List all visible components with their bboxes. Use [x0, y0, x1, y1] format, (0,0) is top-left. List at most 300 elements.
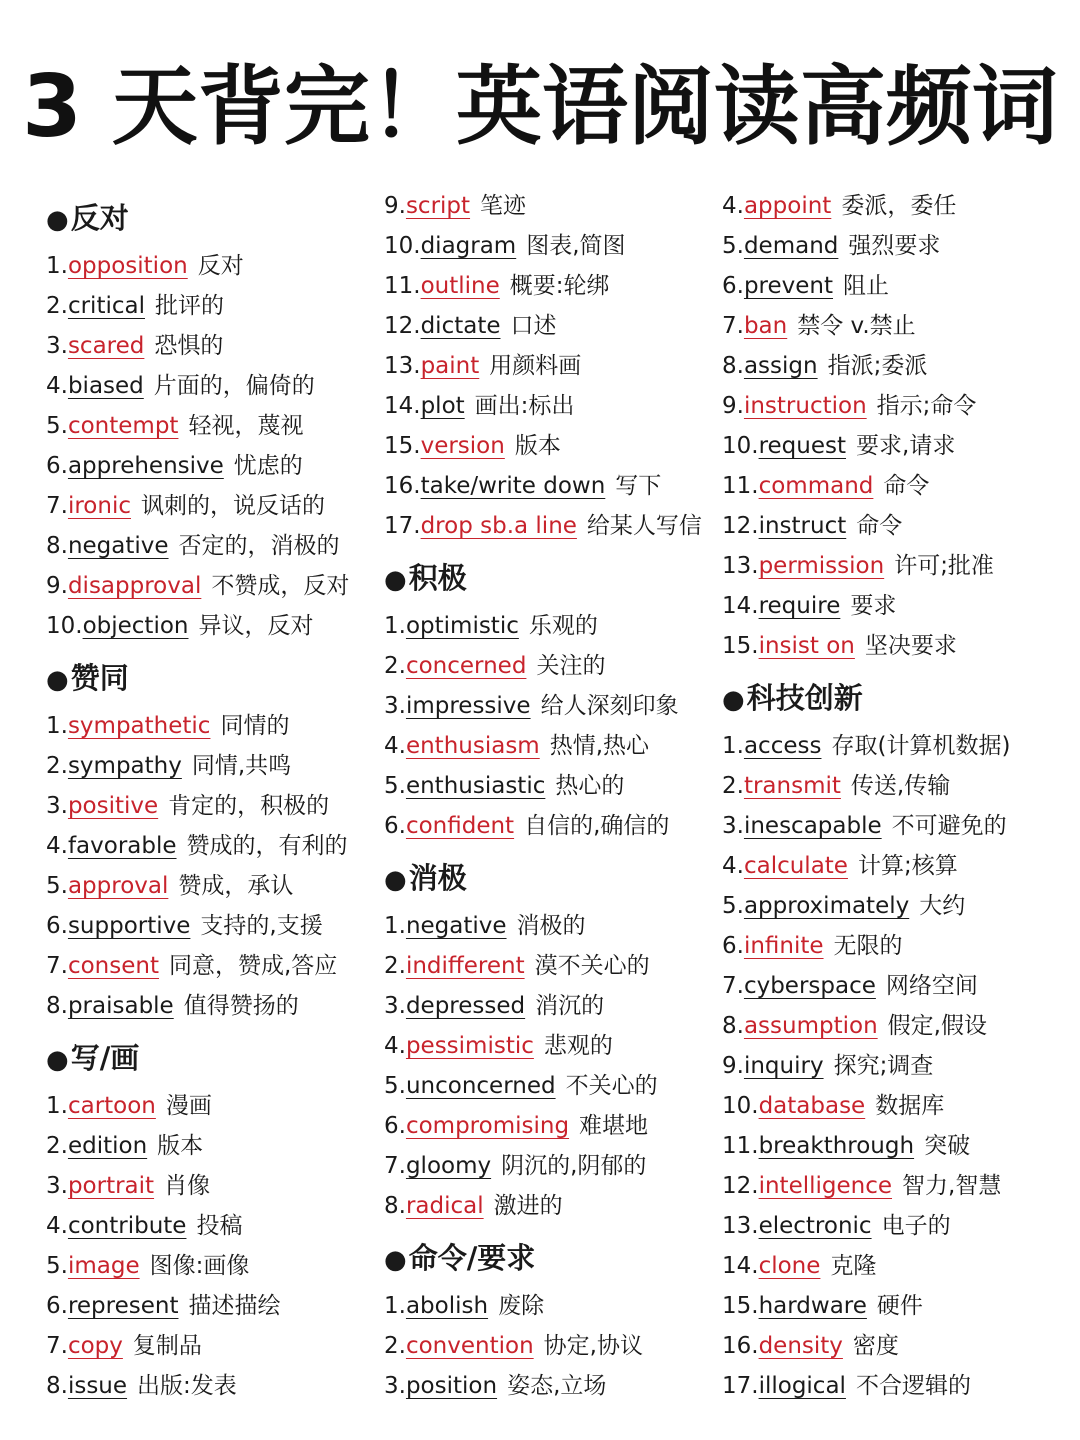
entry-number: 1. [46, 253, 68, 279]
english-word: copy [67, 1333, 123, 1359]
english-word: objection [82, 613, 189, 639]
entry-number: 10. [384, 233, 421, 259]
chinese-meaning: 要求 [850, 593, 897, 619]
vocab-entry [722, 266, 1052, 306]
chinese-meaning: 热心的 [555, 773, 625, 799]
entry-number: 1. [384, 1293, 406, 1319]
vocab-entry [46, 746, 366, 786]
section-heading [46, 646, 366, 706]
page-title: 3 天背完！英语阅读高频词 [22, 57, 1058, 157]
chinese-meaning: 异议，反对 [198, 613, 314, 639]
english-word: plot [420, 393, 465, 419]
vocab-entry [722, 806, 1052, 846]
entry-number: 1. [384, 913, 406, 939]
vocab-entry [46, 826, 366, 866]
entry-number: 1. [384, 613, 406, 639]
vocab-entry [46, 1086, 366, 1126]
english-word: negative [67, 533, 169, 559]
entry-number: 7. [722, 973, 744, 999]
chinese-meaning: 姿态,立场 [507, 1373, 607, 1399]
english-word: compromising [405, 1113, 570, 1139]
english-word: supportive [67, 913, 191, 939]
chinese-meaning: 出版:发表 [137, 1373, 237, 1399]
vocab-entry [46, 486, 366, 526]
chinese-meaning: 肖像 [164, 1173, 211, 1199]
vocab-entry [384, 466, 714, 506]
chinese-meaning: 假定,假设 [887, 1013, 987, 1039]
chinese-meaning: 不关心的 [565, 1073, 658, 1099]
entry-number: 7. [384, 1153, 406, 1179]
chinese-meaning: 禁令 v.禁止 [797, 313, 916, 339]
entry-number: 13. [722, 1213, 759, 1239]
bullet-dot-icon: ● [46, 1045, 69, 1075]
vocab-entry [722, 966, 1052, 1006]
english-word: cyberspace [743, 973, 876, 999]
entry-number: 11. [722, 473, 759, 499]
entry-number: 8. [722, 353, 744, 379]
english-word: approval [67, 873, 169, 899]
english-word: insist on [758, 633, 855, 659]
vocab-entry [46, 406, 366, 446]
english-word: hardware [758, 1293, 867, 1319]
vocab-entry [46, 566, 366, 606]
vocab-entry [722, 186, 1052, 226]
chinese-meaning: 许可;批准 [894, 553, 994, 579]
entry-number: 7. [46, 1333, 68, 1359]
entry-number: 9. [722, 393, 744, 419]
chinese-meaning: 值得赞扬的 [183, 993, 299, 1019]
chinese-meaning: 关注的 [536, 653, 606, 679]
section-heading-text: 写/画 [70, 1041, 140, 1075]
bullet-dot-icon: ● [384, 565, 407, 595]
chinese-meaning: 探究;调查 [833, 1053, 934, 1079]
entry-number: 12. [722, 1173, 759, 1199]
english-word: indifferent [405, 953, 525, 979]
entry-number: 10. [722, 1093, 759, 1119]
english-word: demand [743, 233, 839, 259]
english-word: optimistic [405, 613, 519, 639]
vocab-entry [46, 1126, 366, 1166]
chinese-meaning: 传送,传输 [850, 773, 951, 799]
vocab-entry [722, 886, 1052, 926]
chinese-meaning: 大约 [919, 893, 966, 919]
entry-number: 6. [722, 933, 744, 959]
english-word: require [758, 593, 841, 619]
entry-number: 15. [722, 1293, 759, 1319]
vocab-entry [46, 1166, 366, 1206]
entry-number: 3. [384, 993, 406, 1019]
chinese-meaning: 废除 [498, 1293, 545, 1319]
entry-number: 4. [46, 373, 68, 399]
bullet-dot-icon: ● [46, 665, 69, 695]
vocab-entry [384, 606, 714, 646]
chinese-meaning: 给人深刻印象 [540, 693, 679, 719]
vocab-entry [384, 226, 714, 266]
section-heading [46, 1026, 366, 1086]
english-word: breakthrough [758, 1133, 915, 1159]
chinese-meaning: 数据库 [875, 1093, 945, 1119]
chinese-meaning: 密度 [852, 1333, 899, 1359]
vocab-entry [384, 646, 714, 686]
chinese-meaning: 版本 [514, 433, 561, 459]
vocab-entry [384, 1106, 714, 1146]
chinese-meaning: 消极的 [516, 913, 586, 939]
english-word: confident [405, 813, 515, 839]
chinese-meaning: 激进的 [493, 1193, 563, 1219]
vocab-entry [722, 626, 1052, 666]
section-heading [384, 546, 714, 606]
english-word: instruction [743, 393, 867, 419]
chinese-meaning: 赞成的，有利的 [186, 833, 348, 859]
vocab-entry [722, 766, 1052, 806]
entry-number: 8. [46, 993, 68, 1019]
english-word: sympathy [67, 753, 182, 779]
vocab-entry [384, 766, 714, 806]
vocab-entry [722, 1366, 1052, 1406]
chinese-meaning: 悲观的 [543, 1033, 613, 1059]
entry-number: 7. [722, 313, 744, 339]
vocab-entry [384, 1326, 714, 1366]
vocab-entry [46, 366, 366, 406]
entry-number: 3. [46, 1173, 68, 1199]
entry-number: 3. [722, 813, 744, 839]
english-word: represent [67, 1293, 179, 1319]
chinese-meaning: 否定的，消极的 [178, 533, 340, 559]
vocab-entry [46, 706, 366, 746]
entry-number: 8. [722, 1013, 744, 1039]
chinese-meaning: 热情,热心 [549, 733, 650, 759]
entry-number: 11. [722, 1133, 759, 1159]
word-column-3 [722, 186, 1052, 1406]
vocab-entry [722, 226, 1052, 266]
chinese-meaning: 反对 [197, 253, 244, 279]
word-column-1 [46, 186, 366, 1406]
entry-number: 2. [46, 753, 68, 779]
vocab-entry [46, 786, 366, 826]
vocab-entry [722, 1166, 1052, 1206]
vocab-entry [384, 1366, 714, 1406]
vocab-entry [722, 1286, 1052, 1326]
entry-number: 2. [46, 293, 68, 319]
english-word: sympathetic [67, 713, 211, 739]
vocab-entry [384, 186, 714, 226]
chinese-meaning: 无限的 [833, 933, 903, 959]
entry-number: 5. [384, 1073, 406, 1099]
english-word: depressed [405, 993, 526, 1019]
entry-number: 1. [46, 713, 68, 739]
english-word: unconcerned [405, 1073, 556, 1099]
vocab-entry [722, 586, 1052, 626]
chinese-meaning: 智力,智慧 [902, 1173, 1002, 1199]
entry-number: 5. [722, 893, 744, 919]
vocab-entry [46, 986, 366, 1026]
entry-number: 3. [46, 333, 68, 359]
section-heading-text: 积极 [408, 561, 467, 595]
vocab-entry [46, 526, 366, 566]
vocab-entry [46, 946, 366, 986]
chinese-meaning: 复制品 [132, 1333, 202, 1359]
chinese-meaning: 电子的 [881, 1213, 951, 1239]
vocab-entry [722, 306, 1052, 346]
chinese-meaning: 命令 [883, 473, 930, 499]
chinese-meaning: 存取(计算机数据) [831, 733, 1011, 759]
english-word: contribute [67, 1213, 187, 1239]
entry-number: 3. [384, 1373, 406, 1399]
entry-number: 2. [384, 953, 406, 979]
english-word: prevent [743, 273, 834, 299]
vocab-entry [384, 506, 714, 546]
english-word: scared [67, 333, 145, 359]
vocab-entry [46, 286, 366, 326]
entry-number: 7. [46, 493, 68, 519]
english-word: assumption [743, 1013, 878, 1039]
english-word: request [758, 433, 847, 459]
vocab-entry [46, 1366, 366, 1406]
entry-number: 6. [46, 913, 68, 939]
english-word: negative [405, 913, 507, 939]
entry-number: 4. [722, 193, 744, 219]
bullet-dot-icon: ● [384, 1245, 407, 1275]
english-word: version [420, 433, 505, 459]
entry-number: 2. [384, 1333, 406, 1359]
vocab-entry [46, 906, 366, 946]
chinese-meaning: 同情的 [220, 713, 290, 739]
english-word: calculate [743, 853, 848, 879]
entry-number: 12. [722, 513, 759, 539]
entry-number: 9. [384, 193, 406, 219]
chinese-meaning: 同情,共鸣 [191, 753, 292, 779]
vocab-entry [722, 1206, 1052, 1246]
chinese-meaning: 漠不关心的 [534, 953, 650, 979]
english-word: enthusiastic [405, 773, 546, 799]
entry-number: 15. [384, 433, 421, 459]
chinese-meaning: 轻视，蔑视 [188, 413, 304, 439]
chinese-meaning: 突破 [924, 1133, 971, 1159]
vocab-entry [46, 1246, 366, 1286]
entry-number: 17. [722, 1373, 759, 1399]
english-word: intelligence [758, 1173, 893, 1199]
chinese-meaning: 恐惧的 [154, 333, 224, 359]
vocab-entry [384, 726, 714, 766]
entry-number: 16. [384, 473, 421, 499]
vocab-entry [384, 906, 714, 946]
entry-number: 7. [46, 953, 68, 979]
chinese-meaning: 委派，委任 [841, 193, 957, 219]
vocab-entry [46, 606, 366, 646]
vocab-entry [384, 686, 714, 726]
section-heading-text: 消极 [408, 861, 467, 895]
english-word: approximately [743, 893, 910, 919]
entry-number: 2. [722, 773, 744, 799]
chinese-meaning: 指示;命令 [876, 393, 977, 419]
chinese-meaning: 自信的,确信的 [524, 813, 670, 839]
chinese-meaning: 肯定的，积极的 [168, 793, 330, 819]
chinese-meaning: 图像:画像 [149, 1253, 250, 1279]
chinese-meaning: 要求,请求 [856, 433, 956, 459]
chinese-meaning: 片面的，偏倚的 [153, 373, 315, 399]
vocab-entry [722, 726, 1052, 766]
entry-number: 8. [384, 1193, 406, 1219]
english-word: portrait [67, 1173, 155, 1199]
vocab-entry [46, 326, 366, 366]
english-word: outline [420, 273, 500, 299]
entry-number: 4. [722, 853, 744, 879]
vocab-entry [46, 1326, 366, 1366]
chinese-meaning: 写下 [615, 473, 662, 499]
english-word: command [758, 473, 874, 499]
english-word: drop sb.a line [420, 513, 577, 539]
english-word: concerned [405, 653, 527, 679]
vocab-entry [384, 986, 714, 1026]
chinese-meaning: 坚决要求 [864, 633, 957, 659]
english-word: assign [743, 353, 818, 379]
section-heading [384, 846, 714, 906]
entry-number: 4. [46, 833, 68, 859]
entry-number: 4. [46, 1213, 68, 1239]
entry-number: 5. [46, 413, 68, 439]
section-heading [384, 1226, 714, 1286]
chinese-meaning: 硬件 [876, 1293, 923, 1319]
english-word: take/write down [420, 473, 606, 499]
vocab-entry [384, 346, 714, 386]
entry-number: 5. [46, 1253, 68, 1279]
english-word: cartoon [67, 1093, 156, 1119]
entry-number: 5. [384, 773, 406, 799]
entry-number: 14. [384, 393, 421, 419]
entry-number: 11. [384, 273, 421, 299]
vocab-entry [46, 446, 366, 486]
chinese-meaning: 版本 [157, 1133, 204, 1159]
vocab-entry [46, 246, 366, 286]
chinese-meaning: 用颜料画 [489, 353, 582, 379]
vocab-entry [722, 546, 1052, 586]
entry-number: 6. [46, 453, 68, 479]
chinese-meaning: 不赞成，反对 [211, 573, 350, 599]
english-word: script [405, 193, 471, 219]
chinese-meaning: 概要:轮绑 [509, 273, 610, 299]
vocab-entry [722, 1086, 1052, 1126]
entry-number: 10. [46, 613, 83, 639]
chinese-meaning: 命令 [856, 513, 903, 539]
english-word: apprehensive [67, 453, 224, 479]
section-heading-text: 科技创新 [746, 681, 863, 715]
entry-number: 4. [384, 1033, 406, 1059]
english-word: ban [743, 313, 788, 339]
entry-number: 3. [46, 793, 68, 819]
english-word: database [758, 1093, 866, 1119]
english-word: diagram [420, 233, 517, 259]
english-word: abolish [405, 1293, 489, 1319]
english-word: appoint [743, 193, 832, 219]
english-word: positive [67, 793, 159, 819]
english-word: disapproval [67, 573, 202, 599]
entry-number: 6. [46, 1293, 68, 1319]
vocab-entry [722, 1006, 1052, 1046]
chinese-meaning: 画出:标出 [474, 393, 575, 419]
word-column-2 [384, 186, 714, 1406]
chinese-meaning: 讽刺的，说反话的 [140, 493, 325, 519]
chinese-meaning: 描述描绘 [188, 1293, 281, 1319]
section-heading [722, 666, 1052, 726]
vocab-entry [722, 426, 1052, 466]
entry-number: 5. [46, 873, 68, 899]
vocab-entry [722, 506, 1052, 546]
entry-number: 2. [384, 653, 406, 679]
english-word: paint [420, 353, 480, 379]
chinese-meaning: 计算;核算 [857, 853, 958, 879]
english-word: access [743, 733, 822, 759]
vocab-entry [384, 1186, 714, 1226]
chinese-meaning: 支持的,支援 [200, 913, 323, 939]
entry-number: 13. [722, 553, 759, 579]
chinese-meaning: 阻止 [843, 273, 890, 299]
english-word: electronic [758, 1213, 872, 1239]
vocab-entry [384, 1286, 714, 1326]
chinese-meaning: 阴沉的,阴郁的 [501, 1153, 647, 1179]
chinese-meaning: 不合逻辑的 [855, 1373, 971, 1399]
vocab-entry [722, 846, 1052, 886]
english-word: critical [67, 293, 145, 319]
english-word: ironic [67, 493, 131, 519]
section-heading-text: 赞同 [70, 661, 129, 695]
entry-number: 14. [722, 1253, 759, 1279]
vocab-entry [722, 1246, 1052, 1286]
chinese-meaning: 投稿 [196, 1213, 243, 1239]
vocab-entry [384, 426, 714, 466]
vocab-entry [722, 466, 1052, 506]
english-word: image [67, 1253, 140, 1279]
entry-number: 16. [722, 1333, 759, 1359]
chinese-meaning: 笔迹 [480, 193, 527, 219]
entry-number: 15. [722, 633, 759, 659]
chinese-meaning: 批评的 [154, 293, 224, 319]
bullet-dot-icon: ● [46, 205, 69, 235]
english-word: contempt [67, 413, 179, 439]
chinese-meaning: 难堪地 [579, 1113, 649, 1139]
bullet-dot-icon: ● [722, 685, 745, 715]
english-word: biased [67, 373, 144, 399]
vocab-entry [384, 306, 714, 346]
chinese-meaning: 消沉的 [535, 993, 605, 1019]
section-heading-text: 反对 [70, 201, 129, 235]
chinese-meaning: 强烈要求 [848, 233, 941, 259]
chinese-meaning: 忧虑的 [233, 453, 303, 479]
english-word: praisable [67, 993, 174, 1019]
entry-number: 9. [722, 1053, 744, 1079]
english-word: permission [758, 553, 885, 579]
english-word: illogical [758, 1373, 846, 1399]
entry-number: 6. [384, 813, 406, 839]
chinese-meaning: 指派;委派 [827, 353, 928, 379]
vocab-entry [722, 1046, 1052, 1086]
vocab-entry [384, 1066, 714, 1106]
english-word: transmit [743, 773, 841, 799]
chinese-meaning: 不可避免的 [891, 813, 1007, 839]
english-word: opposition [67, 253, 188, 279]
vocab-entry [384, 1026, 714, 1066]
vocab-entry [46, 1286, 366, 1326]
entry-number: 13. [384, 353, 421, 379]
entry-number: 1. [46, 1093, 68, 1119]
chinese-meaning: 赞成，承认 [178, 873, 294, 899]
chinese-meaning: 口述 [510, 313, 557, 339]
entry-number: 8. [46, 1373, 68, 1399]
vocab-entry [384, 386, 714, 426]
entry-number: 14. [722, 593, 759, 619]
english-word: impressive [405, 693, 531, 719]
section-heading [46, 186, 366, 246]
vocab-entry [722, 926, 1052, 966]
